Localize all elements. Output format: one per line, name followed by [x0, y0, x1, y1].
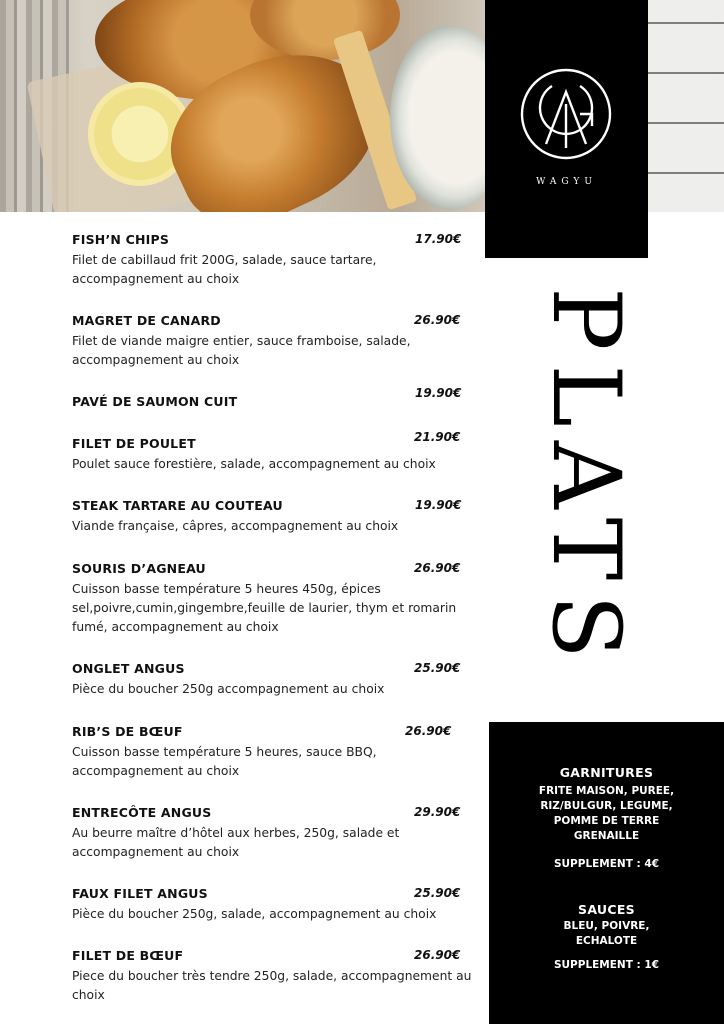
menu-item-price: 25.90€	[414, 886, 461, 900]
page-title: PLATS	[531, 287, 640, 673]
menu-item	[72, 232, 482, 289]
menu-item-name: FILET DE POULET	[72, 436, 196, 451]
menu-item-name: STEAK TARTARE AU COUTEAU	[72, 498, 283, 513]
menu-item-price: 21.90€	[414, 430, 461, 444]
menu-item-price: 19.90€	[415, 386, 462, 400]
menu-item-description: Filet de viande maigre entier, sauce framboise, salade, accompagnement au choix	[72, 334, 411, 367]
menu-item	[72, 561, 482, 637]
menu-item-price: 29.90€	[414, 805, 461, 819]
menu-item	[72, 661, 482, 699]
menu-item-name: FAUX FILET ANGUS	[72, 886, 208, 901]
menu-item-price: 26.90€	[414, 561, 461, 575]
garnitures-line: GRENAILLE	[573, 830, 640, 842]
garnitures-line: FRITE MAISON, PUREE,	[538, 785, 675, 797]
garnitures-supplement: SUPPLEMENT : 4€	[553, 858, 660, 870]
wagyu-logo-icon	[516, 64, 616, 164]
menu-item	[72, 313, 482, 370]
menu-item-price: 17.90€	[415, 232, 462, 246]
menu-item-price: 26.90€	[414, 948, 461, 962]
menu-item-description: Cuisson basse température 5 heures, sauce BBQ, accompagnement au choix	[72, 745, 377, 778]
menu-item-name: ENTRECÔTE ANGUS	[72, 805, 212, 820]
menu-item-price: 19.90€	[415, 498, 462, 512]
menu-item-name: SOURIS D’AGNEAU	[72, 561, 206, 576]
sauces-line: ECHALOTE	[575, 935, 638, 947]
menu-item	[72, 430, 482, 474]
menu-item-price: 26.90€	[414, 313, 461, 327]
menu-item-price: 26.90€	[405, 724, 452, 738]
menu-item-name: FISH’N CHIPS	[72, 232, 170, 247]
garnitures-line: RIZ/BULGUR, LEGUME,	[540, 800, 673, 812]
menu-item-description: Cuisson basse température 5 heures 450g, épices sel,poivre,cumin,gingembre,feuille de laurier, thym et romarin fumé, accompagnement au choix	[72, 582, 457, 634]
sides-panel	[489, 722, 724, 1024]
garnitures-line: POMME DE TERRE	[553, 815, 660, 827]
menu-item-description: Au beurre maître d’hôtel aux herbes, 250g, salade et accompagnement au choix	[72, 826, 400, 859]
menu-item	[72, 948, 482, 1005]
menu-item-name: MAGRET DE CANARD	[72, 313, 221, 328]
striped-cloth	[648, 0, 724, 212]
menu-item-name: PAVÉ DE SAUMON CUIT	[72, 394, 238, 409]
menu-item-description: Pièce du boucher 250g accompagnement au choix	[72, 682, 385, 696]
menu-item-price: 25.90€	[414, 661, 461, 675]
menu-item	[72, 498, 482, 536]
menu-item-name: FILET DE BŒUF	[72, 948, 184, 963]
menu-item-description: Viande française, câpres, accompagnement au choix	[72, 519, 399, 533]
menu-item-name: ONGLET ANGUS	[72, 661, 185, 676]
sauces-line: BLEU, POIVRE,	[563, 920, 650, 932]
brand-name: WAGYU	[536, 177, 597, 187]
menu-item	[72, 386, 482, 409]
menu-item-description: Piece du boucher très tendre 250g, salade, accompagnement au choix	[72, 969, 472, 1002]
menu-item	[72, 886, 482, 924]
logo-panel	[485, 0, 648, 258]
menu-item	[72, 724, 482, 781]
menu-item-name: RIB’S DE BŒUF	[72, 724, 183, 739]
menu-item-description: Filet de cabillaud frit 200G, salade, sauce tartare, accompagnement au choix	[72, 253, 377, 286]
menu-item-description: Poulet sauce forestière, salade, accompagnement au choix	[72, 457, 436, 471]
sauces-title: SAUCES	[578, 902, 635, 917]
menu-item	[72, 805, 482, 862]
sauces-supplement: SUPPLEMENT : 1€	[553, 959, 660, 971]
menu-item-description: Pièce du boucher 250g, salade, accompagnement au choix	[72, 907, 437, 921]
garnitures-title: GARNITURES	[559, 765, 654, 780]
